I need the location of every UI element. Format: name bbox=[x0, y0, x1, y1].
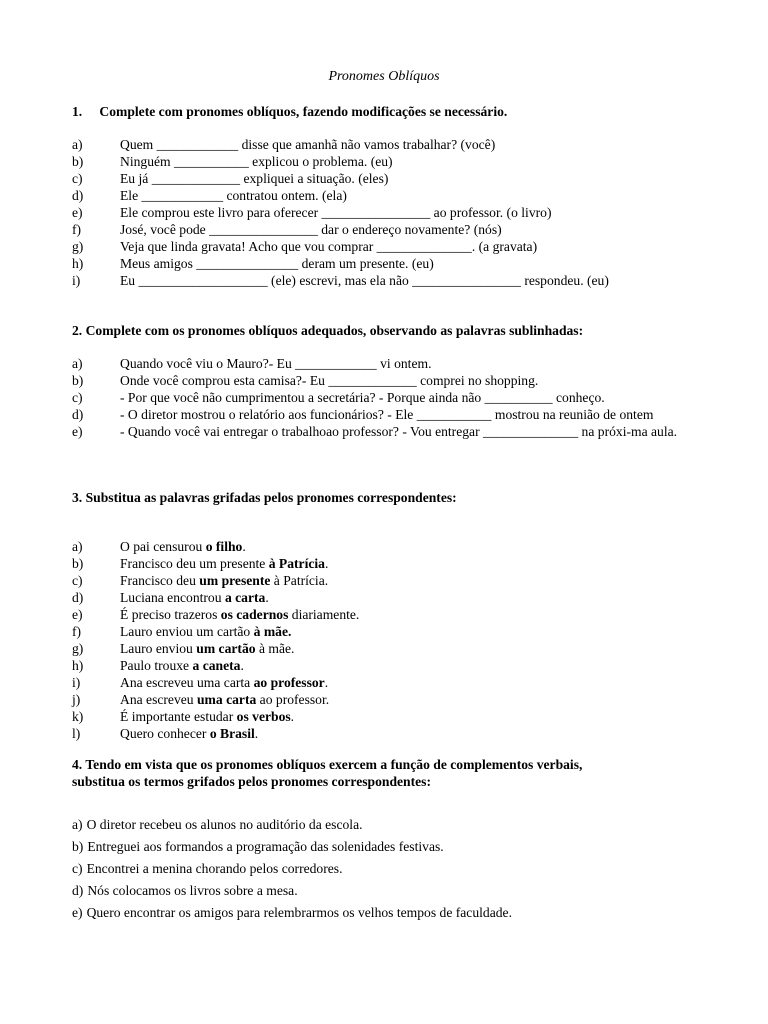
list-item: b) Onde você comprou esta camisa?- Eu _____________ comprei no shopping. bbox=[72, 373, 539, 388]
question-1-number: 1. bbox=[72, 104, 83, 119]
question-4-heading bbox=[72, 756, 582, 790]
question-1-list bbox=[72, 136, 712, 289]
list-item: i) Eu ___________________ (ele) escrevi, mas ela não ________________ respondeu. (eu) bbox=[72, 273, 609, 288]
list-item: b) Entreguei aos formandos a programação das solenidades festivas. bbox=[72, 839, 444, 854]
question-1-heading bbox=[72, 103, 507, 120]
list-item: g) Veja que linda gravata! Acho que vou comprar ______________. (a gravata) bbox=[72, 239, 538, 254]
question-4-list bbox=[72, 814, 712, 924]
question-2-list bbox=[72, 355, 712, 440]
list-item: f) José, você pode ________________ dar o endereço novamente? (nós) bbox=[72, 222, 502, 237]
question-4-heading-line-1: 4. Tendo em vista que os pronomes oblíquos exercem a função de complementos verbais, bbox=[72, 757, 583, 772]
list-item: e) Ele comprou este livro para oferecer ________________ ao professor. (o livro) bbox=[72, 205, 552, 220]
list-item: c) Encontrei a menina chorando pelos corredores. bbox=[72, 861, 343, 876]
list-item: g) Lauro enviou um cartão à mãe. bbox=[72, 641, 295, 656]
list-item: a) O pai censurou o filho. bbox=[72, 539, 246, 554]
list-item: j) Ana escreveu uma carta ao professor. bbox=[72, 692, 330, 707]
list-item: e) Quero encontrar os amigos para relembrarmos os velhos tempos de faculdade. bbox=[72, 905, 512, 920]
list-item: d) - O diretor mostrou o relatório aos funcionários? - Ele ___________ mostrou na reunião de ontem bbox=[72, 407, 654, 422]
list-item: h) Meus amigos _______________ deram um presente. (eu) bbox=[72, 256, 434, 271]
list-item: b) Francisco deu um presente à Patrícia. bbox=[72, 556, 329, 571]
list-item: b) Ninguém ___________ explicou o problema. (eu) bbox=[72, 154, 393, 169]
question-4-heading-line-2: substitua os termos grifados pelos pronomes correspondentes: bbox=[72, 774, 431, 789]
list-item: i) Ana escreveu uma carta ao professor. bbox=[72, 675, 329, 690]
list-item: c) - Por que você não cumprimentou a secretária? - Porque ainda não __________ conheço. bbox=[72, 390, 605, 405]
list-item: h) Paulo trouxe a caneta. bbox=[72, 658, 244, 673]
list-item: d) Nós colocamos os livros sobre a mesa. bbox=[72, 883, 298, 898]
list-item: d) Ele ____________ contratou ontem. (ela) bbox=[72, 188, 347, 203]
list-item: e) - Quando você vai entregar o trabalhoao professor? - Vou entregar ______________ na próxi-ma aula. bbox=[72, 424, 678, 439]
list-item: c) Francisco deu um presente à Patrícia. bbox=[72, 573, 329, 588]
list-item: c) Eu já _____________ expliquei a situação. (eles) bbox=[72, 171, 389, 186]
question-3-heading: 3. Substitua as palavras grifadas pelos pronomes correspondentes: bbox=[72, 490, 457, 505]
question-2-heading: 2. Complete com os pronomes oblíquos adequados, observando as palavras sublinhadas: bbox=[72, 323, 584, 338]
list-item: a) O diretor recebeu os alunos no auditório da escola. bbox=[72, 817, 363, 832]
list-item: f) Lauro enviou um cartão à mãe. bbox=[72, 624, 292, 639]
question-3-list bbox=[72, 538, 712, 742]
list-item: k) É importante estudar os verbos. bbox=[72, 709, 295, 724]
list-item: l) Quero conhecer o Brasil. bbox=[72, 726, 259, 741]
list-item: d) Luciana encontrou a carta. bbox=[72, 590, 269, 605]
list-item: a) Quem ____________ disse que amanhã não vamos trabalhar? (você) bbox=[72, 137, 496, 152]
question-1-text: Complete com pronomes oblíquos, fazendo modificações se necessário. bbox=[99, 104, 508, 119]
list-item: e) É preciso trazeros os cadernos diariamente. bbox=[72, 607, 360, 622]
page-title: Pronomes Oblíquos bbox=[328, 69, 440, 84]
list-item: a) Quando você viu o Mauro?- Eu ____________ vi ontem. bbox=[72, 356, 432, 371]
